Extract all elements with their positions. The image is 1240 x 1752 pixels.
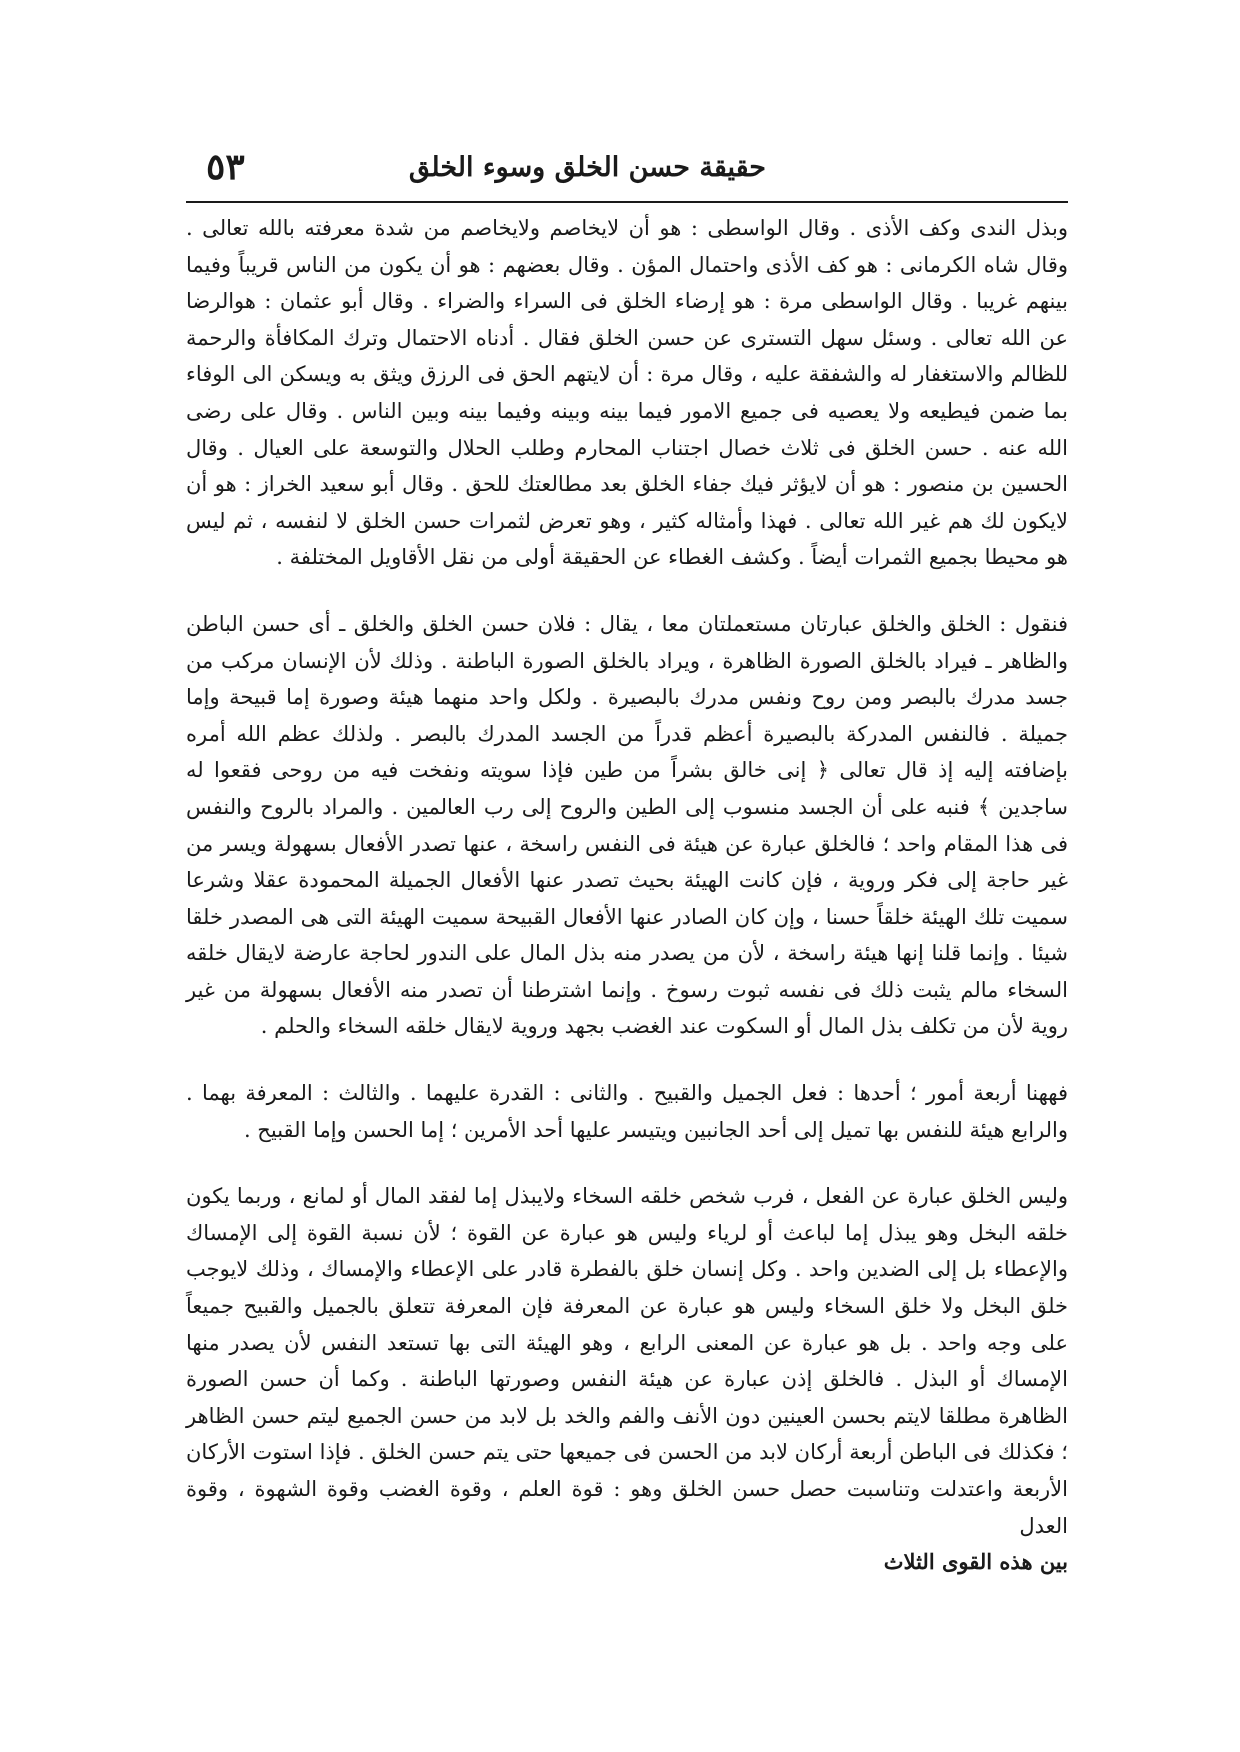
body-text <box>186 210 1068 1581</box>
page-number: ٥٣ <box>206 146 245 188</box>
paragraph: فنقول : الخلق والخلق عبارتان مستعملتان معا ، يقال : فلان حسن الخلق والخلق ـ أى حسن الباطن والظاهر ـ فيراد بالخلق الصورة الظاهرة ، ويراد بالخلق الصورة الباطنة . وذلك لأن الإنسان مركب من جسد مدرك بالبصر ومن روح ونفس مدرك بالبصيرة . ولكل واحد منهما هيئة وصورة إما قبيحة وإما جميلة . فالنفس المدركة بالبصيرة أعظم قدراً من الجسد المدرك بالبصر . ولذلك عظم الله أمره بإضافته إليه إذ قال تعالى ﴿ إنى خالق بشراً من طين فإذا سويته ونفخت فيه من روحى فقعوا له ساجدين ﴾ فنبه على أن الجسد منسوب إلى الطين والروح إلى رب العالمين . والمراد بالروح والنفس فى هذا المقام واحد ؛ فالخلق عبارة عن هيئة فى النفس راسخة ، عنها تصدر الأفعال بسهولة ويسر من غير حاجة إلى فكر وروية ، فإن كانت الهيئة بحيث تصدر عنها الأفعال الجميلة المحمودة عقلا وشرعا سميت تلك الهيئة خلقاً حسنا ، وإن كان الصادر عنها الأفعال القبيحة سميت الهيئة التى هى المصدر خلقا شيئا . وإنما قلنا إنها هيئة راسخة ، لأن من يصدر منه بذل المال على الندور لحاجة عارضة لايقال خلقه السخاء مالم يثبت ذلك فى نفسه ثبوت رسوخ . وإنما اشترطنا أن تصدر منه الأفعال بسهولة من غير روية لأن من تكلف بذل المال أو السكوت عند الغضب بجهد وروية لايقال خلقه السخاء والحلم . <box>186 611 1068 1039</box>
paragraph: فههنا أربعة أمور ؛ أحدها : فعل الجميل والقبيح . والثانى : القدرة عليهما . والثالث : المعرفة بهما . والرابع هيئة للنفس بها تميل إلى أحد الجانبين ويتيسر عليها أحد الأمرين ؛ إما الحسن وإما القبيح . <box>186 1081 1068 1142</box>
paragraph <box>186 1178 1068 1581</box>
closing-line: بين هذه القوى الثلاث <box>883 1549 1068 1575</box>
page-header <box>186 148 1066 198</box>
header-rule <box>186 201 1068 203</box>
running-title: حقيقة حسن الخلق وسوء الخلق <box>408 152 766 183</box>
paragraph: وبذل الندى وكف الأذى . وقال الواسطى : هو أن لايخاصم ولايخاصم من شدة معرفته بالله تعالى . وقال شاه الكرمانى : هو كف الأذى واحتمال المؤن . وقال بعضهم : هو أن يكون من الناس قريباً وفيما بينهم غريبا . وقال الواسطى مرة : هو إرضاء الخلق فى السراء والضراء . وقال أبو عثمان : هوالرضا عن الله تعالى . وسئل سهل التسترى عن حسن الخلق فقال . أدناه الاحتمال وترك المكافأة والرحمة للظالم والاستغفار له والشفقة عليه ، وقال مرة : أن لايتهم الحق فى الرزق ويثق به ويسكن الى الوفاء بما ضمن فيطيعه ولا يعصيه فى جميع الامور فيما بينه وبينه وفيما بينه وبين الناس . وقال على رضى الله عنه . حسن الخلق فى ثلاث خصال اجتناب المحارم وطلب الحلال والتوسعة على العيال . وقال الحسين بن منصور : هو أن لايؤثر فيك جفاء الخلق بعد مطالعتك للحق . وقال أبو سعيد الخراز : هو أن لايكون لك هم غير الله تعالى . فهذا وأمثاله كثير ، وهو تعرض لثمرات حسن الخلق لا لنفسه ، ثم ليس هو محيطا بجميع الثمرات أيضاً . وكشف الغطاء عن الحقيقة أولى من نقل الأقاويل المختلفة . <box>186 216 1069 570</box>
paragraph-text: وليس الخلق عبارة عن الفعل ، فرب شخص خلقه السخاء ولايبذل إما لفقد المال أو لمانع ، وربما يكون خلقه البخل وهو يبذل إما لباعث أو لرياء وليس هو عبارة عن القوة ؛ لأن نسبة القوة إلى الإمساك والإعطاء بل إلى الضدين واحد . وكل إنسان خلق بالفطرة قادر على الإعطاء والإمساك ، وذلك لايوجب خلق البخل ولا خلق السخاء وليس هو عبارة عن المعرفة فإن المعرفة تتعلق بالجميل والقبيح جميعاً على وجه واحد . بل هو عبارة عن المعنى الرابع ، وهو الهيئة التى بها تستعد النفس لأن يصدر منها الإمساك أو البذل . فالخلق إذن عبارة عن هيئة النفس وصورتها الباطنة . وكما أن حسن الصورة الظاهرة مطلقا لايتم بحسن العينين دون الأنف والفم والخد بل لابد من حسن الجميع ليتم حسن الظاهر ؛ فكذلك فى الباطن أربعة أركان لابد من الحسن فى جميعها حتى يتم حسن الخلق . فإذا استوت الأركان الأربعة واعتدلت وتناسبت حصل حسن الخلق وهو : قوة العلم ، وقوة الغضب وقوة الشهوة ، وقوة العدل <box>186 1184 1069 1538</box>
